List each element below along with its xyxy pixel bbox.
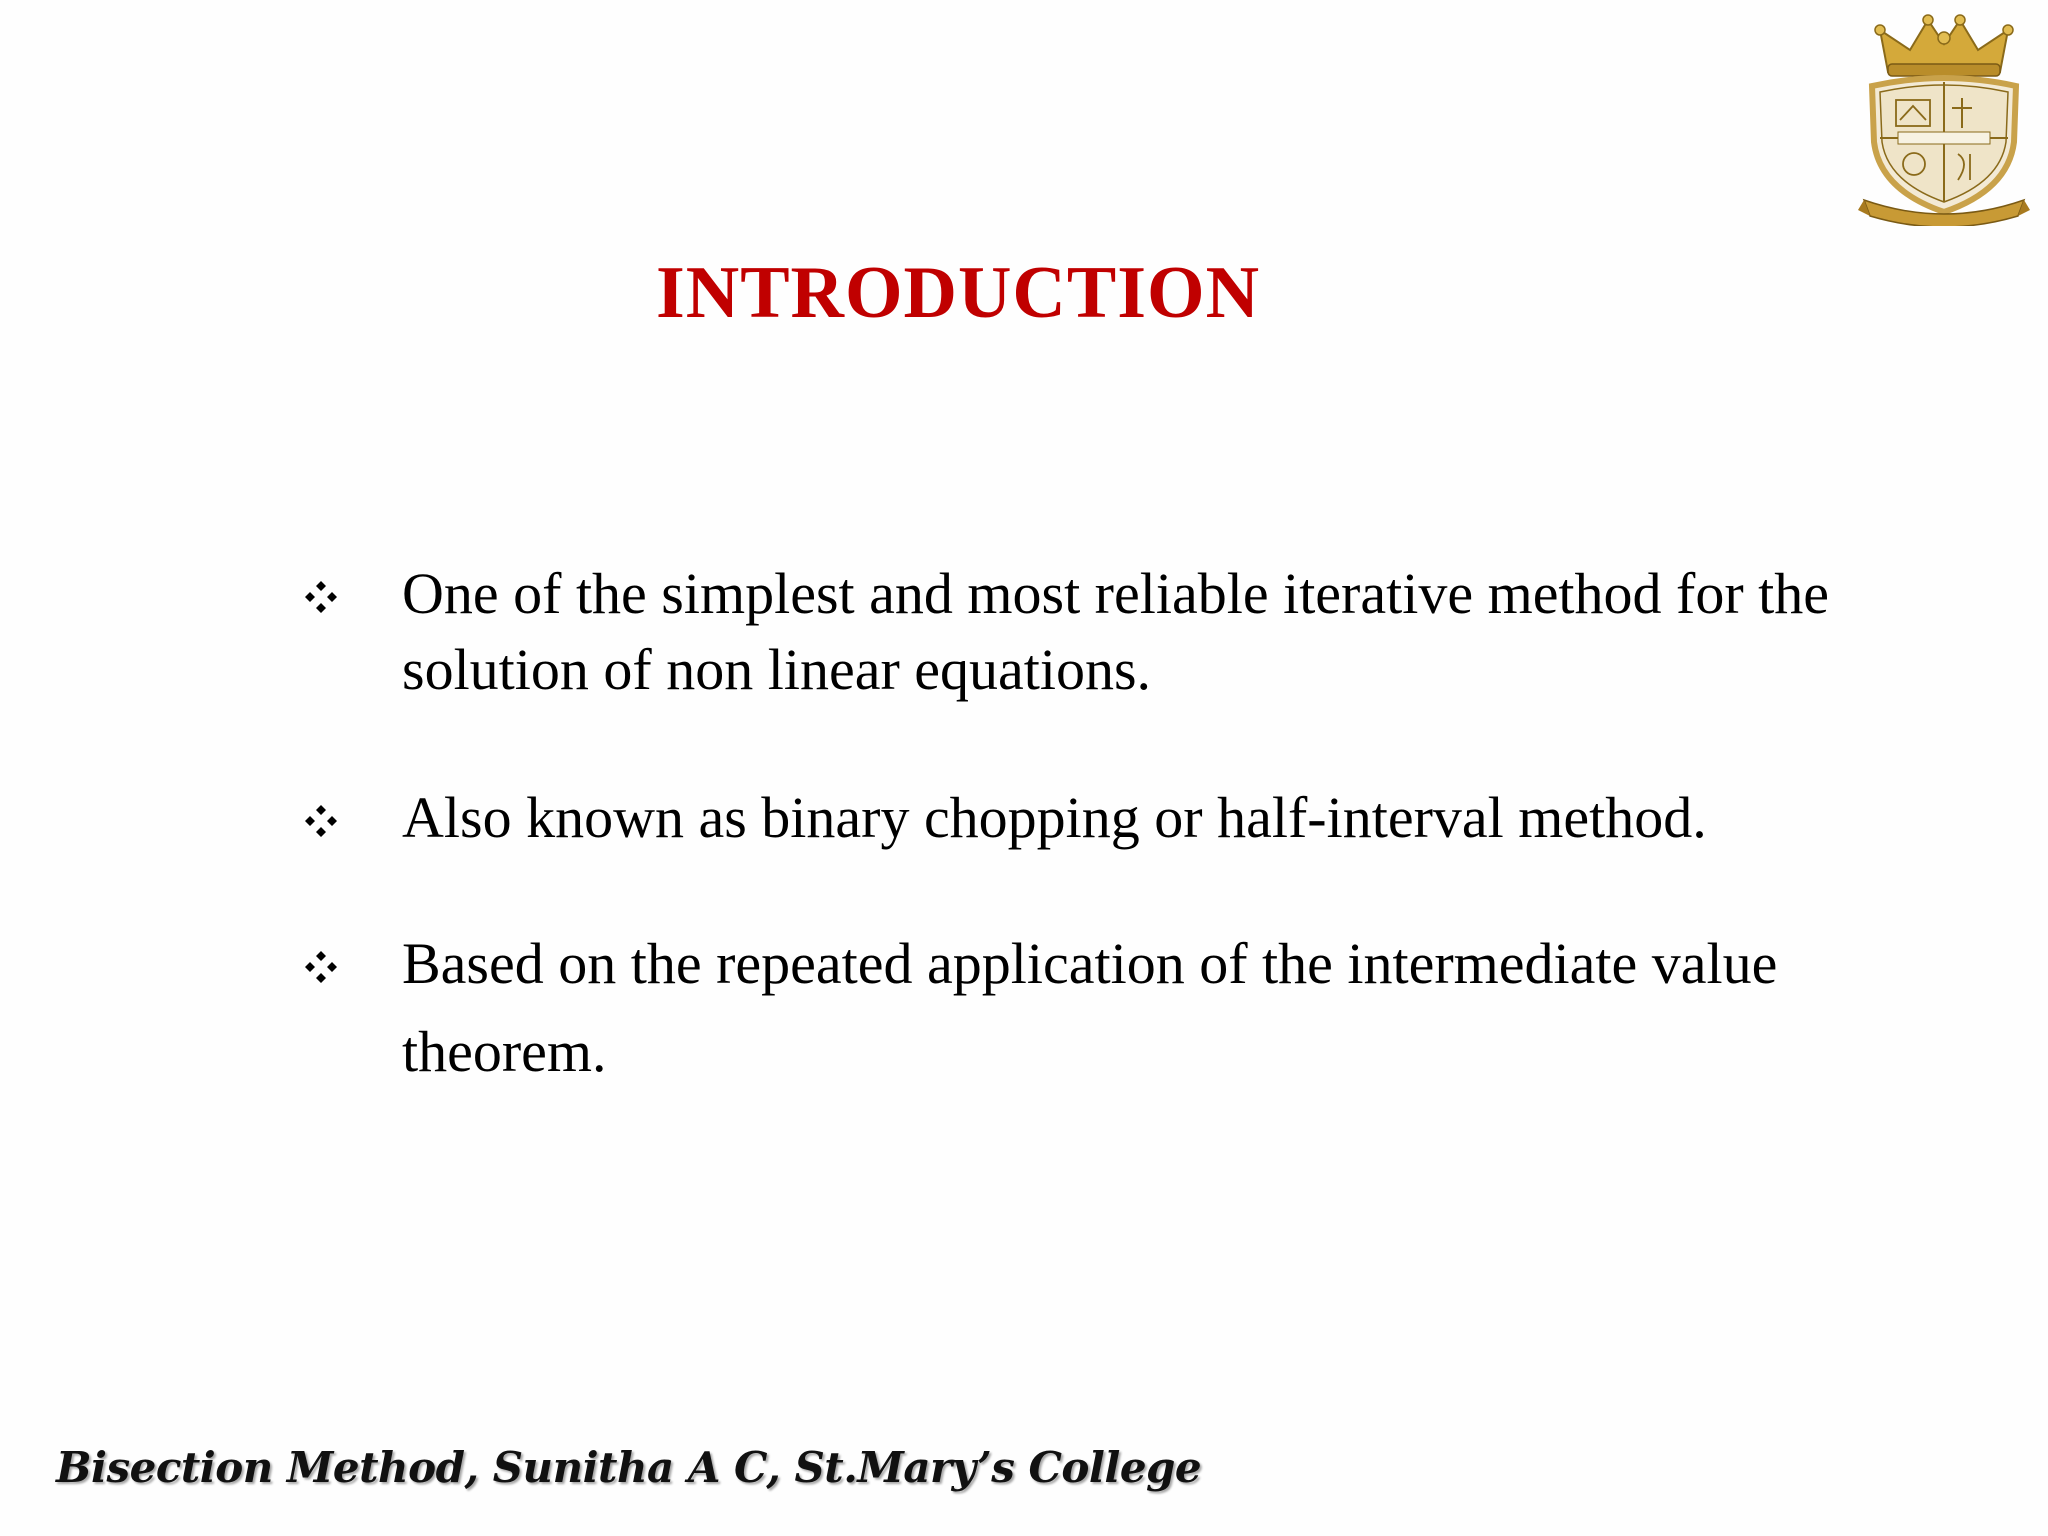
bullet-text: Based on the repeated application of the intermediate value theorem. [402, 931, 1778, 1084]
bullet-item [290, 556, 1850, 708]
bullet-list [290, 556, 1850, 1168]
slide-title: INTRODUCTION [655, 252, 1261, 334]
college-crest-icon [1858, 14, 2030, 226]
bullet-text: Also known as binary chopping or half-interval method. [402, 785, 1707, 850]
four-diamond-bullet-icon [304, 950, 338, 984]
bullet-item [290, 780, 1850, 856]
bullet-text: One of the simplest and most reliable iterative method for the solution of non linear equations. [402, 561, 1830, 702]
four-diamond-bullet-icon [304, 804, 338, 838]
four-diamond-bullet-icon [304, 580, 338, 614]
slide-footer: Bisection Method, Sunitha A C, St.Mary’s College [56, 1443, 1202, 1492]
bullet-item [290, 920, 1850, 1096]
